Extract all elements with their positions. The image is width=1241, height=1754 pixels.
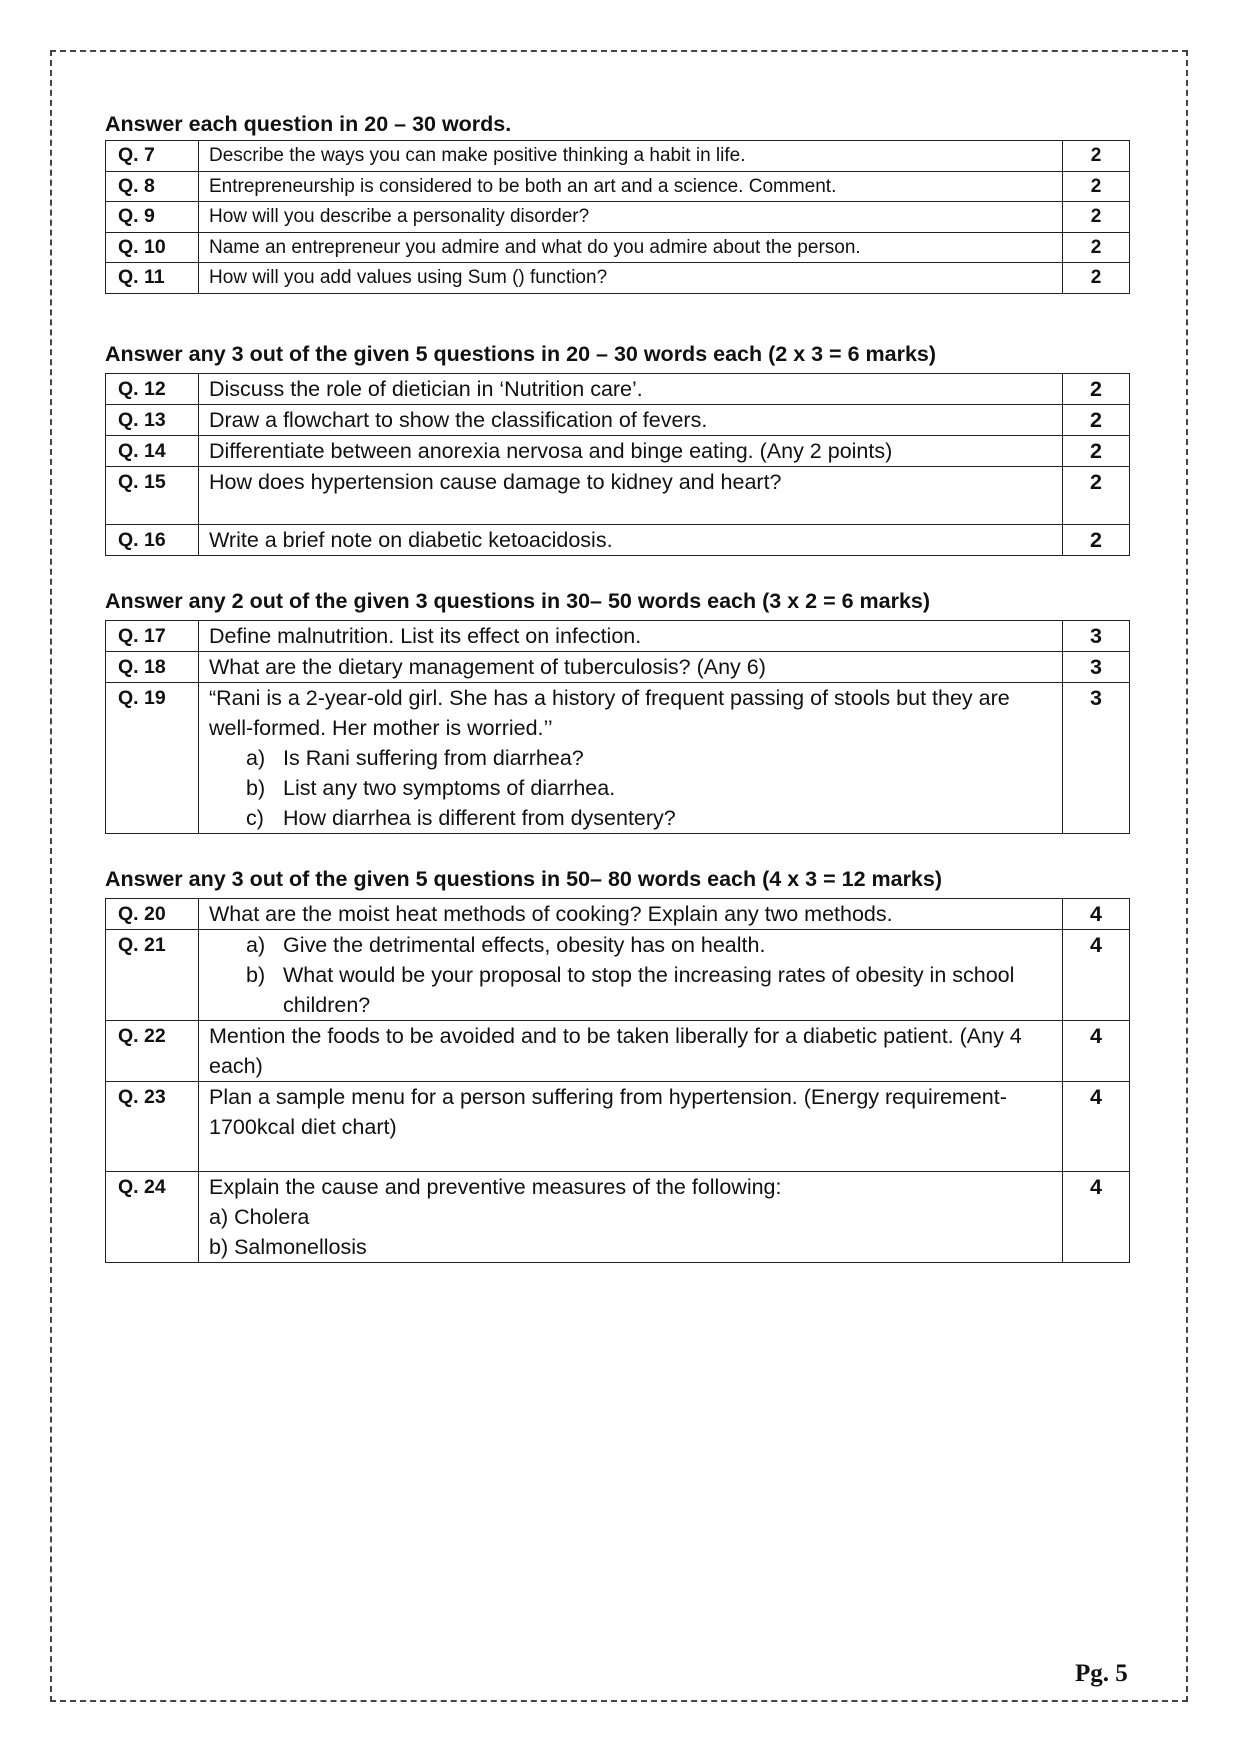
question-marks: 2 [1063, 202, 1130, 233]
question-cell [199, 1172, 1063, 1263]
question-number: Q. 21 [106, 930, 199, 1021]
question-number: Q. 9 [106, 202, 199, 233]
sub-question-text: What would be your proposal to stop the increasing rates of obesity in school children? [283, 963, 1015, 1017]
table-row [106, 202, 1130, 233]
question-number: Q. 13 [106, 405, 199, 436]
question-number: Q. 20 [106, 899, 199, 930]
question-marks: 2 [1063, 436, 1130, 467]
question-marks: 2 [1063, 405, 1130, 436]
question-text: How will you add values using Sum () function? [199, 263, 1063, 294]
question-number: Q. 11 [106, 263, 199, 294]
table-row [106, 1082, 1130, 1172]
question-cell [199, 930, 1063, 1021]
question-marks: 3 [1063, 683, 1130, 834]
question-marks: 2 [1063, 171, 1130, 202]
table-row [106, 374, 1130, 405]
table-row [106, 263, 1130, 294]
section-2-heading: Answer any 3 out of the given 5 questions in 20 – 30 words each (2 x 3 = 6 marks) [105, 342, 937, 366]
question-number: Q. 19 [106, 683, 199, 834]
section-1-table [105, 140, 1130, 294]
question-number: Q. 18 [106, 652, 199, 683]
table-row [106, 405, 1130, 436]
sub-question-text: Is Rani suffering from diarrhea? [283, 746, 584, 770]
question-text: Define malnutrition. List its effect on infection. [199, 621, 1063, 652]
question-marks: 4 [1063, 1082, 1130, 1172]
question-number: Q. 10 [106, 232, 199, 263]
sub-question [209, 930, 1054, 960]
question-text: Write a brief note on diabetic ketoacidosis. [199, 525, 1063, 556]
question-number: Q. 24 [106, 1172, 199, 1263]
sub-question-label: a) [246, 933, 266, 957]
question-number: Q. 14 [106, 436, 199, 467]
question-number: Q. 15 [106, 467, 199, 525]
sub-question [209, 743, 1054, 773]
table-row [106, 899, 1130, 930]
sub-question-text: List any two symptoms of diarrhea. [283, 776, 616, 800]
question-marks: 2 [1063, 141, 1130, 172]
question-text: How does hypertension cause damage to kidney and heart? [199, 467, 1063, 525]
question-line: a) Cholera [209, 1205, 310, 1229]
section-4-heading: Answer any 3 out of the given 5 questions in 50– 80 words each (4 x 3 = 12 marks) [105, 867, 943, 891]
section-3-heading: Answer any 2 out of the given 3 questions in 30– 50 words each (3 x 2 = 6 marks) [105, 589, 931, 613]
section-2-table [105, 373, 1130, 556]
question-marks: 4 [1063, 1172, 1130, 1263]
question-marks: 3 [1063, 652, 1130, 683]
table-row [106, 621, 1130, 652]
sub-question [209, 803, 1054, 833]
question-text: Entrepreneurship is considered to be both an art and a science. Comment. [199, 171, 1063, 202]
table-row [106, 1021, 1130, 1082]
question-marks: 2 [1063, 263, 1130, 294]
question-marks: 2 [1063, 467, 1130, 525]
question-number: Q. 16 [106, 525, 199, 556]
question-marks: 4 [1063, 1021, 1130, 1082]
table-row [106, 1172, 1130, 1263]
question-text: Differentiate between anorexia nervosa and binge eating. (Any 2 points) [199, 436, 1063, 467]
sub-question [209, 960, 1054, 1020]
question-text: Explain the cause and preventive measures of the following: [209, 1175, 782, 1199]
sub-question-label: b) [246, 963, 266, 987]
question-line: b) Salmonellosis [209, 1235, 367, 1259]
table-row [106, 436, 1130, 467]
page-number: Pg. 5 [1075, 1660, 1128, 1687]
table-row [106, 683, 1130, 834]
question-text: Name an entrepreneur you admire and what do you admire about the person. [199, 232, 1063, 263]
question-text: “Rani is a 2-year-old girl. She has a history of frequent passing of stools but they are well-formed. Her mother is worried.’’ [209, 686, 1010, 740]
question-text: Plan a sample menu for a person suffering from hypertension. (Energy requirement-1700kcal diet chart) [199, 1082, 1063, 1172]
table-row [106, 232, 1130, 263]
question-text: Mention the foods to be avoided and to be taken liberally for a diabetic patient. (Any 4 each) [199, 1021, 1063, 1082]
table-row [106, 467, 1130, 525]
question-cell [199, 683, 1063, 834]
question-text: Discuss the role of dietician in ‘Nutrition care’. [199, 374, 1063, 405]
sub-question-label: c) [246, 806, 264, 830]
sub-question-list [209, 743, 1054, 833]
question-text: What are the dietary management of tuberculosis? (Any 6) [199, 652, 1063, 683]
table-row [106, 652, 1130, 683]
sub-question-text: Give the detrimental effects, obesity has on health. [283, 933, 766, 957]
section-4-table [105, 898, 1130, 1263]
question-marks: 3 [1063, 621, 1130, 652]
question-marks: 2 [1063, 374, 1130, 405]
question-number: Q. 17 [106, 621, 199, 652]
question-number: Q. 8 [106, 171, 199, 202]
question-text: What are the moist heat methods of cooking? Explain any two methods. [199, 899, 1063, 930]
question-text: Draw a flowchart to show the classification of fevers. [199, 405, 1063, 436]
sub-question-text: How diarrhea is different from dysentery? [283, 806, 676, 830]
question-marks: 4 [1063, 899, 1130, 930]
question-number: Q. 7 [106, 141, 199, 172]
table-row [106, 171, 1130, 202]
question-number: Q. 22 [106, 1021, 199, 1082]
question-marks: 4 [1063, 930, 1130, 1021]
sub-question-label: b) [246, 776, 266, 800]
question-marks: 2 [1063, 525, 1130, 556]
question-text: How will you describe a personality disorder? [199, 202, 1063, 233]
sub-question-list [209, 930, 1054, 1020]
section-1-heading: Answer each question in 20 – 30 words. [105, 112, 512, 136]
question-marks: 2 [1063, 232, 1130, 263]
sub-question [209, 773, 1054, 803]
sub-question-label: a) [246, 746, 266, 770]
table-row [106, 525, 1130, 556]
table-row [106, 930, 1130, 1021]
question-text: Describe the ways you can make positive thinking a habit in life. [199, 141, 1063, 172]
question-number: Q. 12 [106, 374, 199, 405]
section-3-table [105, 620, 1130, 834]
question-number: Q. 23 [106, 1082, 199, 1172]
table-row [106, 141, 1130, 172]
